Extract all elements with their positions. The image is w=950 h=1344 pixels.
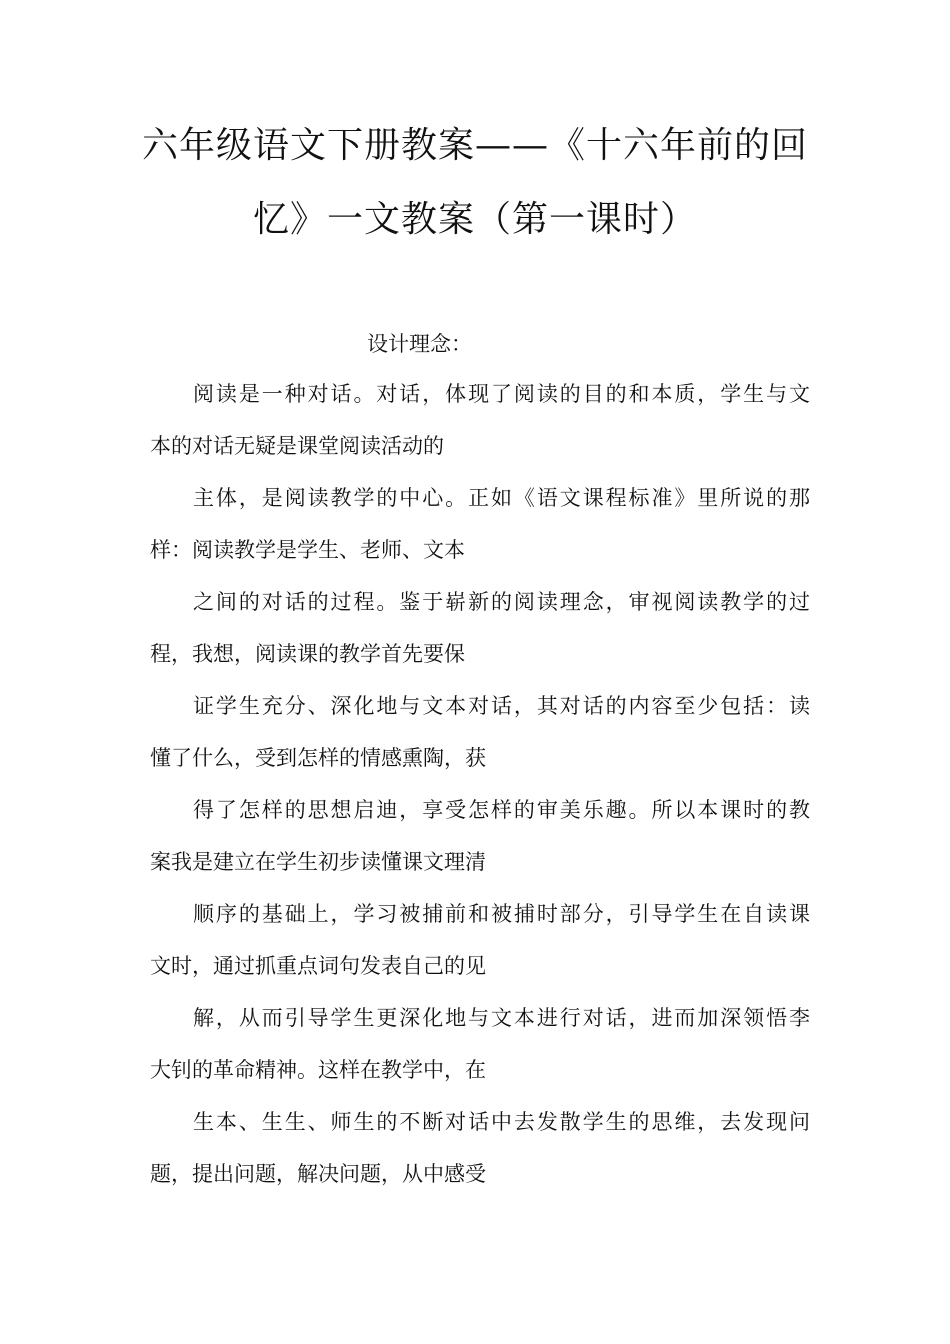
section-heading: 设计理念：	[367, 332, 472, 356]
paragraph-line: 题，提出问题，解决问题，从中感受	[150, 1162, 486, 1186]
paragraph-line: 文时，通过抓重点词句发表自己的见	[150, 954, 486, 978]
paragraph	[150, 472, 810, 576]
paragraph-line: 生本、生生、师生的不断对话中去发散学生的思维，去发现问	[193, 1110, 810, 1134]
paragraph-line: 懂了什么，受到怎样的情感熏陶，获	[150, 746, 486, 770]
paragraph	[150, 680, 810, 784]
paragraph	[150, 784, 810, 888]
document-title-line-1: 六年级语文下册教案——《十六年前的回	[141, 125, 808, 166]
paragraph-line: 之间的对话的过程。鉴于崭新的阅读理念，审视阅读教学的过	[193, 590, 810, 614]
paragraph	[150, 888, 810, 992]
paragraph	[150, 368, 810, 472]
paragraph-line: 解，从而引导学生更深化地与文本进行对话，进而加深领悟李	[193, 1006, 810, 1030]
paragraph	[150, 576, 810, 680]
paragraph	[150, 1096, 810, 1200]
paragraph-line: 顺序的基础上，学习被捕前和被捕时部分，引导学生在自读课	[193, 902, 810, 926]
paragraph-line: 得了怎样的思想启迪，享受怎样的审美乐趣。所以本课时的教	[193, 798, 810, 822]
paragraph-line: 证学生充分、深化地与文本对话，其对话的内容至少包括：读	[193, 694, 810, 718]
paragraph-line: 程，我想，阅读课的教学首先要保	[150, 642, 465, 666]
paragraph-line: 主体，是阅读教学的中心。正如《语文课程标准》里所说的那	[193, 486, 810, 510]
paragraph-line: 样：阅读教学是学生、老师、文本	[150, 538, 465, 562]
paragraph-line: 案我是建立在学生初步读懂课文理清	[150, 850, 486, 874]
paragraph-line: 大钊的革命精神。这样在教学中，在	[150, 1058, 486, 1082]
paragraph-line: 阅读是一种对话。对话，体现了阅读的目的和本质，学生与文	[193, 382, 810, 406]
paragraph	[150, 992, 810, 1096]
paragraph-line: 本的对话无疑是课堂阅读活动的	[150, 434, 444, 458]
document-title-line-2: 忆》一文教案（第一课时）	[252, 199, 697, 240]
